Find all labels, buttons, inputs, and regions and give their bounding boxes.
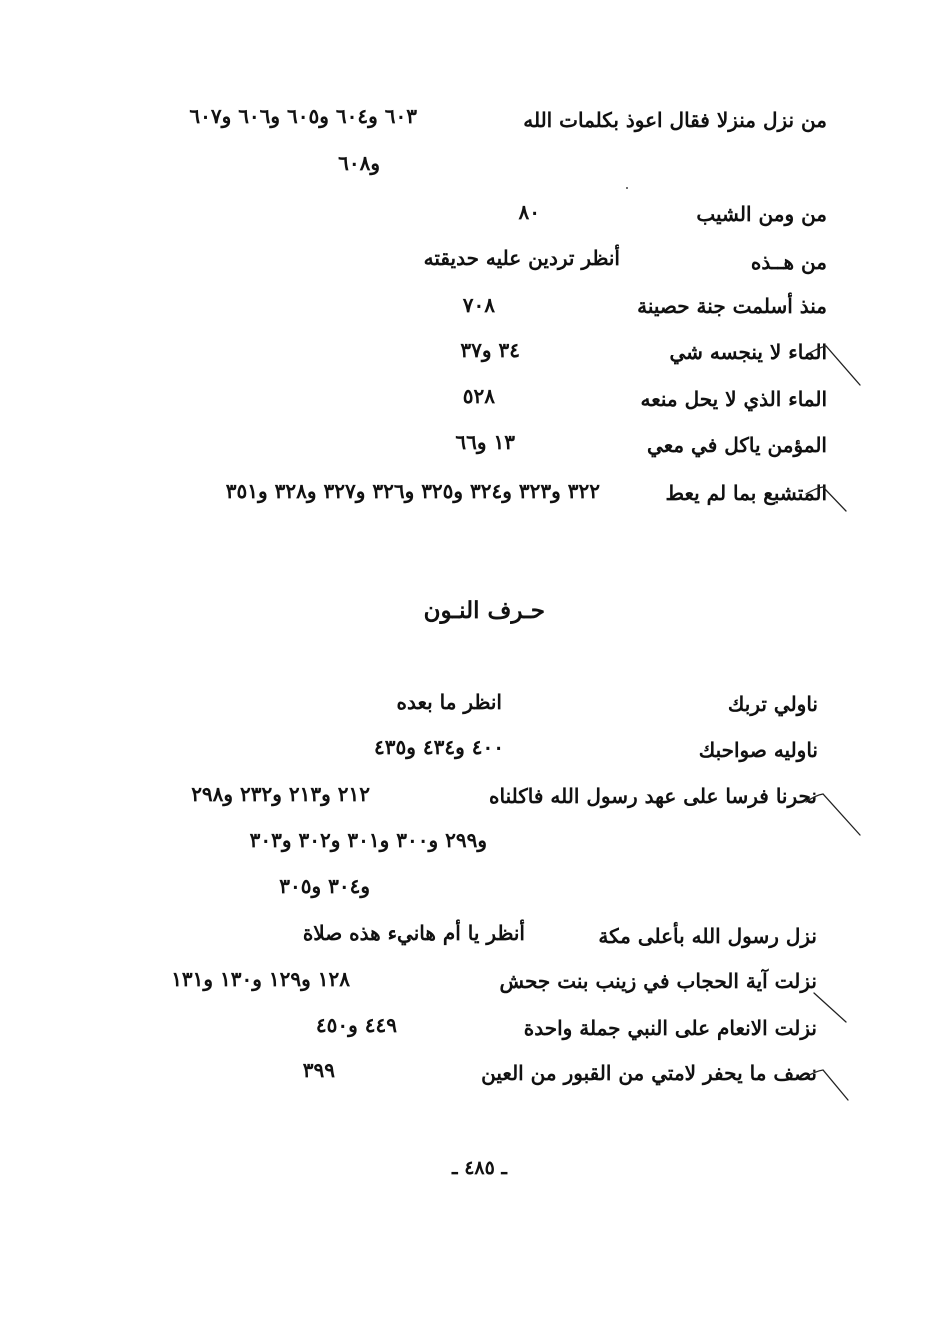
page-number: ـ ٤٨٥ ـ <box>452 1157 507 1179</box>
entry-phrase: ناوليه صواحبك <box>698 738 818 762</box>
entry-references: ٣٩٩ <box>302 1058 335 1082</box>
entry-references: أنظر يا أم هانيء هذه صلاة <box>302 921 525 945</box>
entry-references: ٣٤ و٣٧ <box>460 338 520 362</box>
entry-references: ٤٠٠ و٤٣٤ و٤٣٥ <box>374 735 504 759</box>
entry-references: ٧٠٨ <box>462 293 495 317</box>
entry-phrase: من هــذه <box>750 250 827 274</box>
entry-references-continued: و٣٠٤ و٣٠٥ <box>279 874 370 898</box>
entry-phrase: منذ أسلمت جنة حصينة <box>637 294 827 318</box>
entry-references: ٢١٢ و٢١٣ و٢٣٢ و٢٩٨ <box>191 782 370 806</box>
entry-phrase: المؤمن ياكل في معي <box>647 433 827 457</box>
paper-speck <box>626 187 628 189</box>
entry-phrase: نحرنا فرسا على عهد رسول الله فاكلناه <box>489 784 817 808</box>
entry-references-continued: و٦٠٨ <box>338 151 380 175</box>
entry-phrase: نزل رسول الله بأعلى مكة <box>598 924 817 948</box>
entry-phrase: نصف ما يحفر لامتي من القبور من العين <box>481 1061 817 1085</box>
margin-tick-mark <box>814 993 846 1022</box>
entry-references: ١٢٨ و١٢٩ و١٣٠ و١٣١ <box>171 967 350 991</box>
entry-phrase: نزلت آية الحجاب في زينب بنت جحش <box>499 969 817 993</box>
entry-references-continued: و٢٩٩ و٣٠٠ و٣٠١ و٣٠٢ و٣٠٣ <box>249 828 487 852</box>
entry-phrase: من ومن الشيب <box>696 202 827 226</box>
entry-phrase: ناولي تربك <box>727 692 818 716</box>
entry-phrase: الماء الذي لا يحل منعه <box>640 387 827 411</box>
entry-phrase: نزلت الانعام على النبي جملة واحدة <box>523 1016 817 1040</box>
entry-references: انظر ما بعده <box>396 690 502 714</box>
entry-references: أنظر تردين عليه حديقته <box>423 246 620 270</box>
entry-phrase: المتشبع بما لم يعط <box>665 481 827 505</box>
entry-references: ٨٠ <box>518 200 540 224</box>
entry-phrase: من نزل منزلا فقال اعوذ بكلمات الله <box>523 108 827 132</box>
entry-references: ٥٢٨ <box>462 384 495 408</box>
entry-phrase: الماء لا ينجسه شي <box>669 340 827 364</box>
section-heading: حـرف النـون <box>423 597 545 624</box>
entry-references: ٤٤٩ و٤٥٠ <box>315 1013 397 1037</box>
entry-references: ٦٠٣ و٦٠٤ و٦٠٥ و٦٠٦ و٦٠٧ <box>189 104 417 128</box>
entry-references: ٣٢٢ و٣٢٣ و٣٢٤ و٣٢٥ و٣٢٦ و٣٢٧ و٣٢٨ و٣٥١ <box>225 479 600 503</box>
entry-references: ١٣ و٦٦ <box>455 430 515 454</box>
